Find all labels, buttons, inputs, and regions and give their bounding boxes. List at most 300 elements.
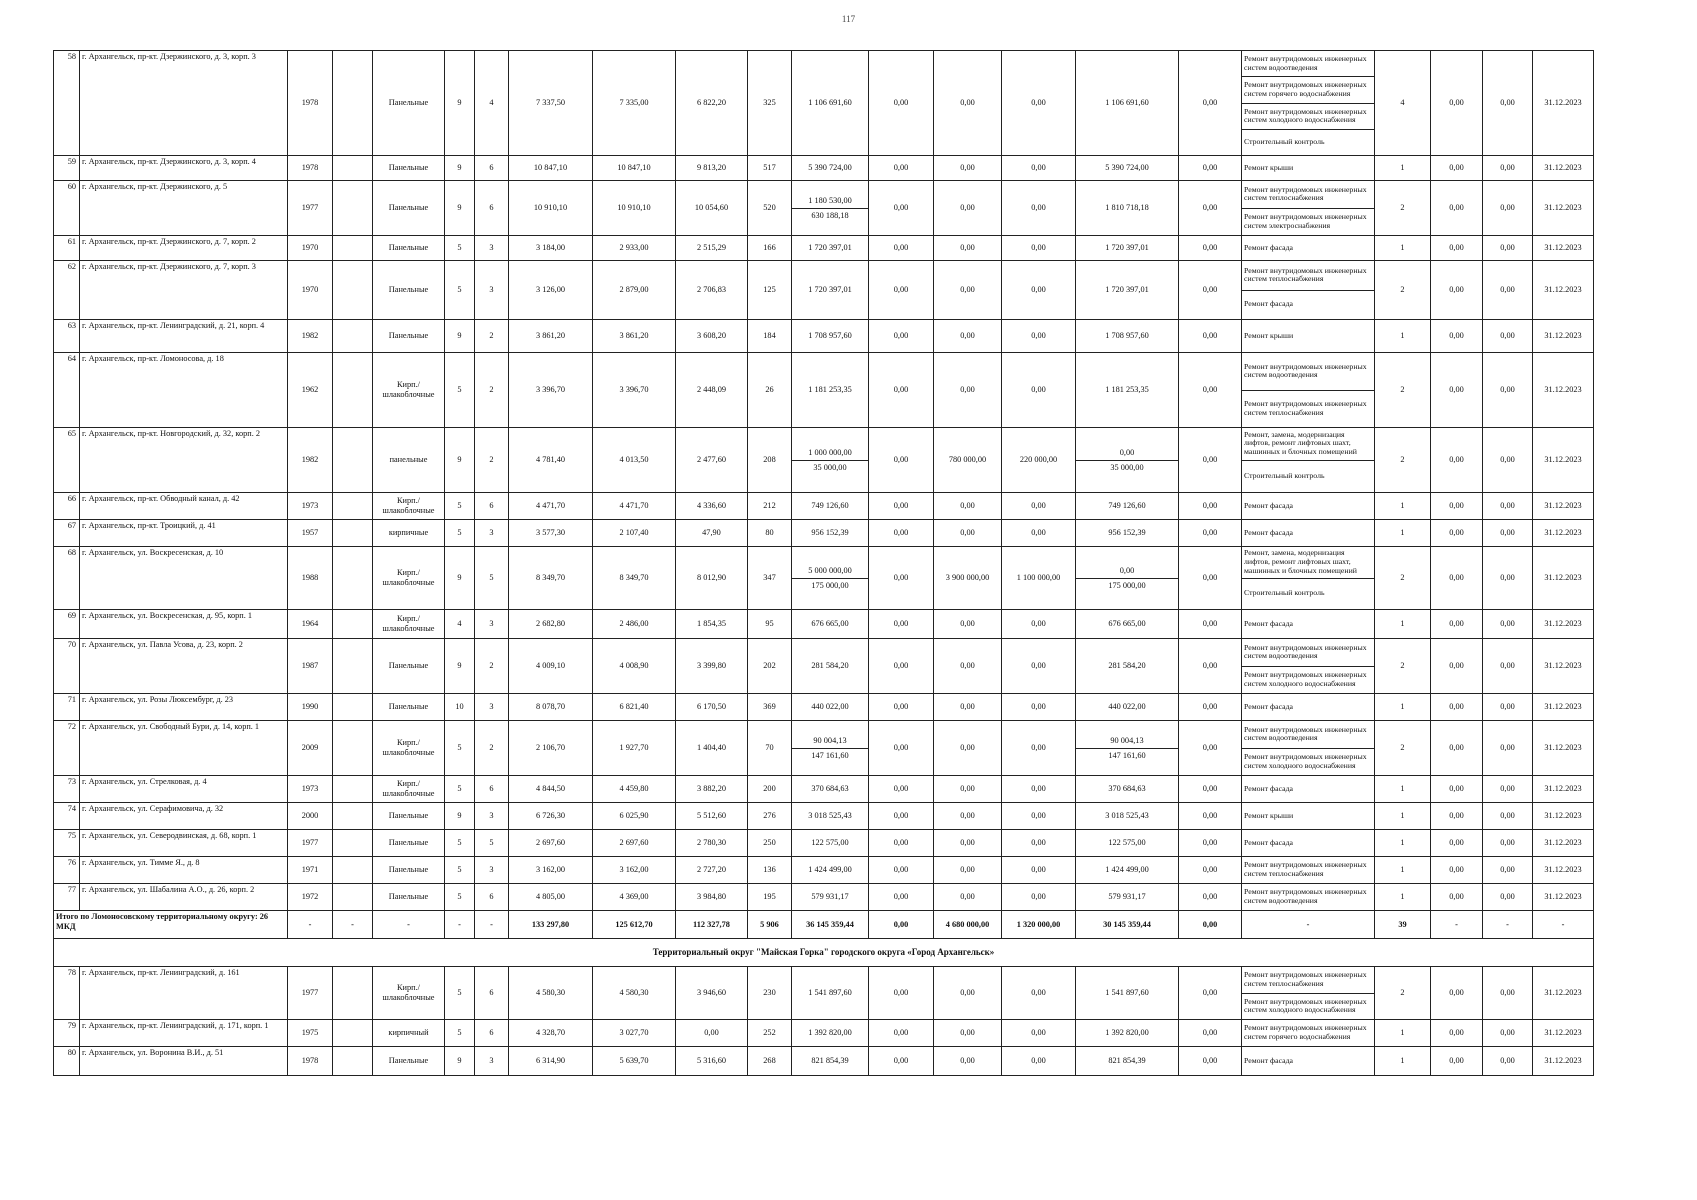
work-count: 1 bbox=[1375, 776, 1431, 803]
extra-cost-2: 0,00 bbox=[1483, 236, 1533, 261]
entrances: 2 bbox=[475, 320, 509, 353]
work-count: 2 bbox=[1375, 428, 1431, 493]
owners-funds: 281 584,20 bbox=[1076, 639, 1179, 694]
row-number: 79 bbox=[54, 1020, 80, 1047]
work-item: Ремонт фасада bbox=[1244, 837, 1294, 847]
floors: 9 bbox=[445, 428, 475, 493]
table-row bbox=[54, 803, 1594, 830]
area-total: 3 162,00 bbox=[509, 857, 593, 884]
table-row bbox=[54, 320, 1594, 353]
fund-share: 0,00 bbox=[869, 236, 934, 261]
local-budget: 0,00 bbox=[1002, 967, 1076, 1020]
commission-year: 1978 bbox=[288, 156, 333, 181]
area-all: 4 580,30 bbox=[593, 967, 676, 1020]
wall-material: Кирп./ шлакоблочные bbox=[373, 353, 445, 428]
completion-date: 31.12.2023 bbox=[1533, 1020, 1594, 1047]
area-all: 4 471,70 bbox=[593, 493, 676, 520]
other-sources: 0,00 bbox=[1179, 181, 1242, 236]
other-sources: 0,00 bbox=[1179, 1020, 1242, 1047]
address: г. Архангельск, ул. Павла Усова, д. 23, корп. 2 bbox=[80, 639, 288, 694]
row-number: 68 bbox=[54, 547, 80, 610]
work-item: Ремонт внутридомовых инженерных систем теплоснабжения bbox=[1244, 184, 1367, 203]
local-budget: 0,00 bbox=[1002, 520, 1076, 547]
extra-cost-1: 0,00 bbox=[1431, 261, 1483, 320]
empty-cell bbox=[333, 857, 373, 884]
wall-material: Панельные bbox=[373, 181, 445, 236]
area-total: 4 009,10 bbox=[509, 639, 593, 694]
entrances: 6 bbox=[475, 967, 509, 1020]
fund-share: 0,00 bbox=[869, 1047, 934, 1076]
wall-material: Панельные bbox=[373, 884, 445, 911]
work-count: 2 bbox=[1375, 967, 1431, 1020]
local-budget: 0,00 bbox=[1002, 181, 1076, 236]
completion-date: 31.12.2023 bbox=[1533, 776, 1594, 803]
entrances: 3 bbox=[475, 610, 509, 639]
area-all: 4 369,00 bbox=[593, 884, 676, 911]
owners-funds: 1 392 820,00 bbox=[1076, 1020, 1179, 1047]
work-types bbox=[1242, 520, 1375, 547]
extra-cost-1: 0,00 bbox=[1431, 694, 1483, 721]
regional-budget: 0,00 bbox=[934, 1047, 1002, 1076]
address: г. Архангельск, пр-кт. Дзержинского, д. 3, корп. 3 bbox=[80, 51, 288, 156]
work-item: Ремонт фасада bbox=[1244, 701, 1294, 711]
floors: 4 bbox=[445, 610, 475, 639]
area-living: 2 780,30 bbox=[676, 830, 748, 857]
residents: 252 bbox=[748, 1020, 792, 1047]
regional-budget: 0,00 bbox=[934, 830, 1002, 857]
local-budget: 0,00 bbox=[1002, 639, 1076, 694]
work-types bbox=[1242, 547, 1375, 610]
area-living: 2 515,29 bbox=[676, 236, 748, 261]
extra-cost-1: 0,00 bbox=[1431, 156, 1483, 181]
fund-share: 0,00 bbox=[869, 428, 934, 493]
area-living: 3 984,80 bbox=[676, 884, 748, 911]
address: г. Архангельск, ул. Тимме Я., д. 8 bbox=[80, 857, 288, 884]
regional-budget: 0,00 bbox=[934, 493, 1002, 520]
area-living: 2 706,83 bbox=[676, 261, 748, 320]
row-number: 78 bbox=[54, 967, 80, 1020]
local-budget: 0,00 bbox=[1002, 1020, 1076, 1047]
table-row bbox=[54, 547, 1594, 610]
address: г. Архангельск, пр-кт. Ленинградский, д. 171, корп. 1 bbox=[80, 1020, 288, 1047]
work-item: Ремонт фасада bbox=[1244, 527, 1294, 537]
completion-date: 31.12.2023 bbox=[1533, 320, 1594, 353]
extra-cost-2: 0,00 bbox=[1483, 830, 1533, 857]
residents: 347 bbox=[748, 547, 792, 610]
area-living: 2 477,60 bbox=[676, 428, 748, 493]
table-row bbox=[54, 967, 1594, 1020]
floors: 5 bbox=[445, 967, 475, 1020]
fund-share: 0,00 bbox=[869, 156, 934, 181]
repair-cost bbox=[792, 547, 869, 610]
floors: 9 bbox=[445, 803, 475, 830]
total-cost: 36 145 359,44 bbox=[792, 911, 869, 939]
wall-material: панельные bbox=[373, 428, 445, 493]
entrances: 5 bbox=[475, 547, 509, 610]
area-all: 3 861,20 bbox=[593, 320, 676, 353]
entrances: 6 bbox=[475, 1020, 509, 1047]
area-total: 4 781,40 bbox=[509, 428, 593, 493]
repair-cost-value: 1 180 530,00 bbox=[808, 195, 852, 205]
address: г. Архангельск, ул. Шабалина А.О., д. 26, корп. 2 bbox=[80, 884, 288, 911]
area-total: 3 577,30 bbox=[509, 520, 593, 547]
work-item: Ремонт, замена, модернизация лифтов, ремонт лифтовых шахт, машинных и блочных помещений bbox=[1244, 429, 1357, 457]
empty-cell bbox=[333, 320, 373, 353]
local-budget: 0,00 bbox=[1002, 610, 1076, 639]
regional-budget: 0,00 bbox=[934, 51, 1002, 156]
regional-budget: 3 900 000,00 bbox=[934, 547, 1002, 610]
fund-share: 0,00 bbox=[869, 721, 934, 776]
table-row bbox=[54, 520, 1594, 547]
local-budget: 0,00 bbox=[1002, 803, 1076, 830]
row-number: 62 bbox=[54, 261, 80, 320]
fund-share: 0,00 bbox=[869, 884, 934, 911]
entrances: 5 bbox=[475, 830, 509, 857]
floors: 9 bbox=[445, 156, 475, 181]
total-dash-entrances: - bbox=[475, 911, 509, 939]
wall-material: Панельные bbox=[373, 320, 445, 353]
owners-funds-value: 35 000,00 bbox=[1076, 460, 1178, 475]
address: г. Архангельск, ул. Северодвинская, д. 68, корп. 1 bbox=[80, 830, 288, 857]
table-row bbox=[54, 776, 1594, 803]
work-item: Ремонт внутридомовых инженерных систем горячего водоснабжения bbox=[1242, 76, 1374, 102]
local-budget: 0,00 bbox=[1002, 721, 1076, 776]
work-item: Ремонт внутридомовых инженерных систем теплоснабжения bbox=[1244, 970, 1367, 988]
work-types bbox=[1242, 967, 1375, 1020]
floors: 9 bbox=[445, 181, 475, 236]
residents: 369 bbox=[748, 694, 792, 721]
work-count: 1 bbox=[1375, 857, 1431, 884]
extra-cost-2: 0,00 bbox=[1483, 353, 1533, 428]
repair-cost: 1 424 499,00 bbox=[792, 857, 869, 884]
residents: 212 bbox=[748, 493, 792, 520]
area-living: 1 854,35 bbox=[676, 610, 748, 639]
other-sources: 0,00 bbox=[1179, 428, 1242, 493]
wall-material: Панельные bbox=[373, 236, 445, 261]
residents: 195 bbox=[748, 884, 792, 911]
fund-share: 0,00 bbox=[869, 610, 934, 639]
table-row bbox=[54, 181, 1594, 236]
fund-share: 0,00 bbox=[869, 320, 934, 353]
commission-year: 1977 bbox=[288, 967, 333, 1020]
other-sources: 0,00 bbox=[1179, 156, 1242, 181]
extra-cost-1: 0,00 bbox=[1431, 493, 1483, 520]
area-living: 3 608,20 bbox=[676, 320, 748, 353]
work-types bbox=[1242, 1020, 1375, 1047]
extra-cost-2: 0,00 bbox=[1483, 967, 1533, 1020]
commission-year: 1970 bbox=[288, 261, 333, 320]
regional-budget: 0,00 bbox=[934, 857, 1002, 884]
other-sources: 0,00 bbox=[1179, 51, 1242, 156]
residents: 166 bbox=[748, 236, 792, 261]
work-types bbox=[1242, 156, 1375, 181]
address: г. Архангельск, пр-кт. Дзержинского, д. 5 bbox=[80, 181, 288, 236]
owners-funds bbox=[1076, 428, 1179, 493]
owners-funds: 579 931,17 bbox=[1076, 884, 1179, 911]
residents: 276 bbox=[748, 803, 792, 830]
completion-date: 31.12.2023 bbox=[1533, 493, 1594, 520]
address: г. Архангельск, пр-кт. Новгородский, д. 32, корп. 2 bbox=[80, 428, 288, 493]
entrances: 6 bbox=[475, 776, 509, 803]
floors: 5 bbox=[445, 1020, 475, 1047]
owners-funds: 1 106 691,60 bbox=[1076, 51, 1179, 156]
extra-cost-2: 0,00 bbox=[1483, 776, 1533, 803]
extra-cost-1: 0,00 bbox=[1431, 776, 1483, 803]
row-number: 60 bbox=[54, 181, 80, 236]
repair-cost: 1 392 820,00 bbox=[792, 1020, 869, 1047]
area-total: 2 106,70 bbox=[509, 721, 593, 776]
owners-funds bbox=[1076, 721, 1179, 776]
repair-cost: 1 720 397,01 bbox=[792, 236, 869, 261]
owners-funds: 1 720 397,01 bbox=[1076, 236, 1179, 261]
owners-funds: 1 181 253,35 bbox=[1076, 353, 1179, 428]
wall-material: Панельные bbox=[373, 694, 445, 721]
other-sources: 0,00 bbox=[1179, 803, 1242, 830]
empty-cell bbox=[333, 428, 373, 493]
empty-cell bbox=[333, 156, 373, 181]
commission-year: 1982 bbox=[288, 428, 333, 493]
table-row bbox=[54, 830, 1594, 857]
fund-share: 0,00 bbox=[869, 51, 934, 156]
total-budget2: 1 320 000,00 bbox=[1002, 911, 1076, 939]
work-item: Ремонт внутридомовых инженерных систем водоотведения bbox=[1244, 887, 1367, 905]
page-number: 117 bbox=[841, 14, 856, 24]
completion-date: 31.12.2023 bbox=[1533, 181, 1594, 236]
wall-material: Панельные bbox=[373, 830, 445, 857]
repair-cost: 122 575,00 bbox=[792, 830, 869, 857]
other-sources: 0,00 bbox=[1179, 776, 1242, 803]
area-total: 4 471,70 bbox=[509, 493, 593, 520]
address: г. Архангельск, пр-кт. Дзержинского, д. 7, корп. 3 bbox=[80, 261, 288, 320]
commission-year: 1977 bbox=[288, 830, 333, 857]
area-living: 9 813,20 bbox=[676, 156, 748, 181]
floors: 5 bbox=[445, 721, 475, 776]
owners-funds: 821 854,39 bbox=[1076, 1047, 1179, 1076]
completion-date: 31.12.2023 bbox=[1533, 236, 1594, 261]
area-all: 4 008,90 bbox=[593, 639, 676, 694]
owners-funds-value: 0,00 bbox=[1119, 565, 1135, 575]
completion-date: 31.12.2023 bbox=[1533, 721, 1594, 776]
commission-year: 1972 bbox=[288, 884, 333, 911]
work-types bbox=[1242, 610, 1375, 639]
regional-budget: 0,00 bbox=[934, 694, 1002, 721]
empty-cell bbox=[333, 721, 373, 776]
area-living: 10 054,60 bbox=[676, 181, 748, 236]
floors: 5 bbox=[445, 520, 475, 547]
work-count: 1 bbox=[1375, 830, 1431, 857]
extra-cost-2: 0,00 bbox=[1483, 610, 1533, 639]
work-item: Ремонт фасада bbox=[1244, 500, 1294, 510]
area-all: 4 459,80 bbox=[593, 776, 676, 803]
work-types bbox=[1242, 181, 1375, 236]
address: г. Архангельск, ул. Свободный Бури, д. 14, корп. 1 bbox=[80, 721, 288, 776]
residents: 80 bbox=[748, 520, 792, 547]
area-all: 1 927,70 bbox=[593, 721, 676, 776]
table-row bbox=[54, 1047, 1594, 1076]
other-sources: 0,00 bbox=[1179, 830, 1242, 857]
work-count: 1 bbox=[1375, 1020, 1431, 1047]
work-item: Ремонт фасада bbox=[1242, 290, 1374, 320]
work-count: 1 bbox=[1375, 320, 1431, 353]
floors: 5 bbox=[445, 353, 475, 428]
other-sources: 0,00 bbox=[1179, 639, 1242, 694]
repair-cost: 749 126,60 bbox=[792, 493, 869, 520]
fund-share: 0,00 bbox=[869, 830, 934, 857]
fund-share: 0,00 bbox=[869, 803, 934, 830]
work-types bbox=[1242, 353, 1375, 428]
entrances: 3 bbox=[475, 803, 509, 830]
owners-funds: 1 810 718,18 bbox=[1076, 181, 1179, 236]
work-item: Ремонт внутридомовых инженерных систем теплоснабжения bbox=[1244, 265, 1367, 284]
housing-register-table bbox=[53, 50, 1594, 1076]
residents: 520 bbox=[748, 181, 792, 236]
repair-cost: 1 106 691,60 bbox=[792, 51, 869, 156]
total-dash-floors: - bbox=[445, 911, 475, 939]
extra-cost-2: 0,00 bbox=[1483, 547, 1533, 610]
work-item: Ремонт крыши bbox=[1244, 810, 1294, 820]
extra-cost-2: 0,00 bbox=[1483, 261, 1533, 320]
extra-cost-1: 0,00 bbox=[1431, 320, 1483, 353]
extra-cost-1: 0,00 bbox=[1431, 639, 1483, 694]
work-count: 2 bbox=[1375, 721, 1431, 776]
completion-date: 31.12.2023 bbox=[1533, 353, 1594, 428]
fund-share: 0,00 bbox=[869, 639, 934, 694]
table-row bbox=[54, 51, 1594, 156]
area-living: 3 946,60 bbox=[676, 967, 748, 1020]
work-item: Ремонт внутридомовых инженерных систем электроснабжения bbox=[1242, 208, 1374, 236]
commission-year: 1957 bbox=[288, 520, 333, 547]
regional-budget: 0,00 bbox=[934, 884, 1002, 911]
commission-year: 2000 bbox=[288, 803, 333, 830]
regional-budget: 0,00 bbox=[934, 236, 1002, 261]
completion-date: 31.12.2023 bbox=[1533, 428, 1594, 493]
empty-cell bbox=[333, 830, 373, 857]
address: г. Архангельск, пр-кт. Обводный канал, д. 42 bbox=[80, 493, 288, 520]
entrances: 3 bbox=[475, 694, 509, 721]
floors: 5 bbox=[445, 884, 475, 911]
extra-cost-1: 0,00 bbox=[1431, 353, 1483, 428]
empty-cell bbox=[333, 236, 373, 261]
fund-share: 0,00 bbox=[869, 520, 934, 547]
total-count: 39 bbox=[1375, 911, 1431, 939]
local-budget: 0,00 bbox=[1002, 776, 1076, 803]
wall-material: кирпичный bbox=[373, 1020, 445, 1047]
extra-cost-1: 0,00 bbox=[1431, 884, 1483, 911]
wall-material: кирпичные bbox=[373, 520, 445, 547]
empty-cell bbox=[333, 884, 373, 911]
row-number: 67 bbox=[54, 520, 80, 547]
empty-cell bbox=[333, 967, 373, 1020]
work-types bbox=[1242, 857, 1375, 884]
repair-cost: 3 018 525,43 bbox=[792, 803, 869, 830]
empty-cell bbox=[333, 353, 373, 428]
row-number: 75 bbox=[54, 830, 80, 857]
owners-funds: 122 575,00 bbox=[1076, 830, 1179, 857]
residents: 200 bbox=[748, 776, 792, 803]
extra-cost-1: 0,00 bbox=[1431, 1047, 1483, 1076]
completion-date: 31.12.2023 bbox=[1533, 547, 1594, 610]
row-number: 70 bbox=[54, 639, 80, 694]
area-all: 2 697,60 bbox=[593, 830, 676, 857]
floors: 9 bbox=[445, 51, 475, 156]
area-total: 6 314,90 bbox=[509, 1047, 593, 1076]
extra-cost-1: 0,00 bbox=[1431, 857, 1483, 884]
floors: 9 bbox=[445, 1047, 475, 1076]
fund-share: 0,00 bbox=[869, 261, 934, 320]
completion-date: 31.12.2023 bbox=[1533, 520, 1594, 547]
total-fund: 0,00 bbox=[869, 911, 934, 939]
address: г. Архангельск, ул. Серафимовича, д. 32 bbox=[80, 803, 288, 830]
other-sources: 0,00 bbox=[1179, 520, 1242, 547]
fund-share: 0,00 bbox=[869, 547, 934, 610]
floors: 5 bbox=[445, 493, 475, 520]
work-count: 2 bbox=[1375, 547, 1431, 610]
work-count: 1 bbox=[1375, 694, 1431, 721]
floors: 5 bbox=[445, 776, 475, 803]
extra-cost-1: 0,00 bbox=[1431, 51, 1483, 156]
residents: 202 bbox=[748, 639, 792, 694]
local-budget: 0,00 bbox=[1002, 236, 1076, 261]
area-living: 3 882,20 bbox=[676, 776, 748, 803]
regional-budget: 0,00 bbox=[934, 520, 1002, 547]
entrances: 3 bbox=[475, 1047, 509, 1076]
fund-share: 0,00 bbox=[869, 181, 934, 236]
extra-cost-2: 0,00 bbox=[1483, 1020, 1533, 1047]
extra-cost-2: 0,00 bbox=[1483, 884, 1533, 911]
work-item: Ремонт внутридомовых инженерных систем водоотведения bbox=[1244, 642, 1367, 661]
work-types bbox=[1242, 261, 1375, 320]
wall-material: Кирп./ шлакоблочные bbox=[373, 610, 445, 639]
floors: 5 bbox=[445, 857, 475, 884]
wall-material: Панельные bbox=[373, 156, 445, 181]
area-all: 6 821,40 bbox=[593, 694, 676, 721]
area-total: 3 396,70 bbox=[509, 353, 593, 428]
wall-material: Панельные bbox=[373, 857, 445, 884]
completion-date: 31.12.2023 bbox=[1533, 156, 1594, 181]
commission-year: 1962 bbox=[288, 353, 333, 428]
area-total: 3 126,00 bbox=[509, 261, 593, 320]
completion-date: 31.12.2023 bbox=[1533, 694, 1594, 721]
completion-date: 31.12.2023 bbox=[1533, 884, 1594, 911]
repair-cost-value: 175 000,00 bbox=[792, 578, 868, 593]
entrances: 3 bbox=[475, 236, 509, 261]
total-row bbox=[54, 911, 1594, 939]
owners-funds: 3 018 525,43 bbox=[1076, 803, 1179, 830]
residents: 325 bbox=[748, 51, 792, 156]
extra-cost-2: 0,00 bbox=[1483, 156, 1533, 181]
extra-cost-2: 0,00 bbox=[1483, 181, 1533, 236]
row-number: 65 bbox=[54, 428, 80, 493]
repair-cost-value: 35 000,00 bbox=[792, 460, 868, 475]
row-number: 59 bbox=[54, 156, 80, 181]
work-count: 1 bbox=[1375, 610, 1431, 639]
entrances: 6 bbox=[475, 884, 509, 911]
local-budget: 0,00 bbox=[1002, 884, 1076, 911]
table-row bbox=[54, 156, 1594, 181]
area-all: 8 349,70 bbox=[593, 547, 676, 610]
extra-cost-2: 0,00 bbox=[1483, 803, 1533, 830]
extra-cost-1: 0,00 bbox=[1431, 1020, 1483, 1047]
work-count: 1 bbox=[1375, 493, 1431, 520]
work-types bbox=[1242, 1047, 1375, 1076]
empty-cell bbox=[333, 639, 373, 694]
residents: 26 bbox=[748, 353, 792, 428]
work-count: 1 bbox=[1375, 236, 1431, 261]
other-sources: 0,00 bbox=[1179, 320, 1242, 353]
extra-cost-1: 0,00 bbox=[1431, 721, 1483, 776]
area-all: 3 162,00 bbox=[593, 857, 676, 884]
regional-budget: 0,00 bbox=[934, 320, 1002, 353]
